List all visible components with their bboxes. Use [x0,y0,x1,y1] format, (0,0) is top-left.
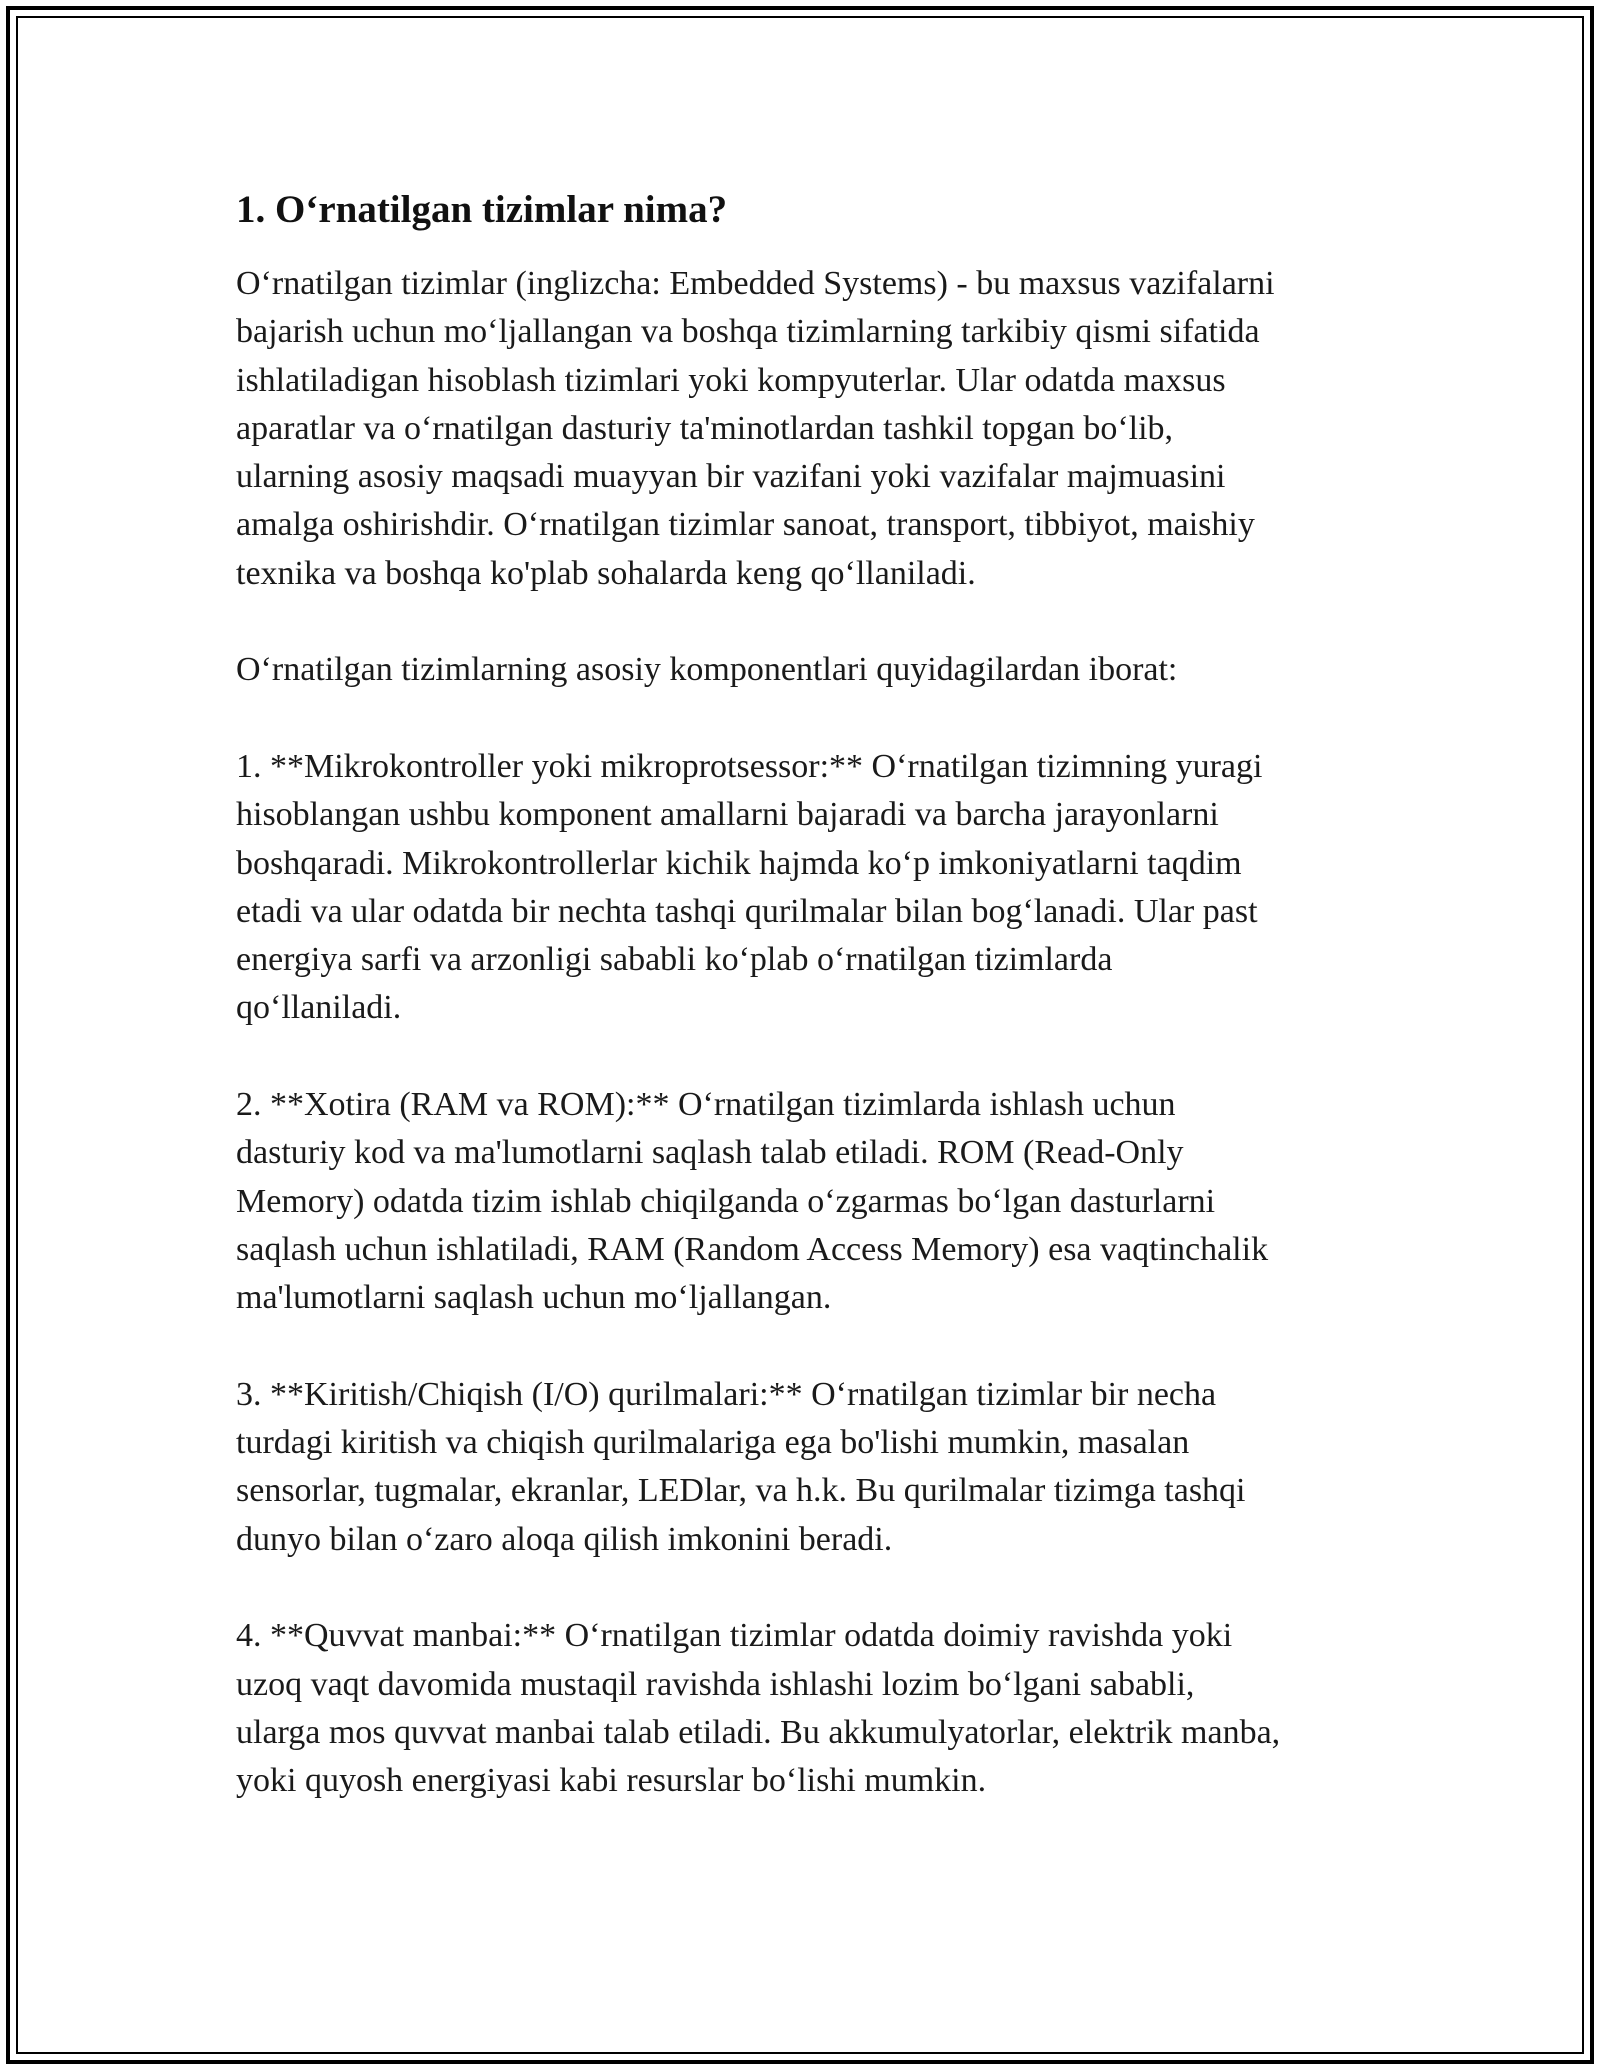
components-intro-paragraph: O‘rnatilgan tizimlarning asosiy komponentlari quyidagilardan iborat: [236,651,1178,689]
paragraph-gap [236,695,1376,743]
paragraph-gap [236,598,1376,646]
component-item-io-devices: 3. **Kiritish/Chiqish (I/O) qurilmalari:** O‘rnatilgan tizimlar bir necha turdagi kiritish va chiqish qurilmalariga ega bo'lishi mumkin, masalan sensorlar, tugmalar, ekranlar, LEDlar, va h.k. Bu qurilmalar tizimga tashqi dunyo bilan o‘zaro aloqa qilish imkonini beradi. [236,1375,1246,1558]
paragraph-gap [236,1323,1376,1371]
component-item-power-supply: 4. **Quvvat manbai:** O‘rnatilgan tizimlar odatda doimiy ravishda yoki uzoq vaqt davomida mustaqil ravishda ishlashi lozim bo‘lgani sababli, ularga mos quvvat manbai talab etiladi. Bu akkumulyatorlar, elektrik manba, yoki quyosh energiyasi kabi resurslar bo‘lishi mumkin. [236,1617,1281,1800]
paragraph-gap [236,1033,1376,1081]
component-item-memory: 2. **Xotira (RAM va ROM):** O‘rnatilgan tizimlarda ishlash uchun dasturiy kod va ma'lumotlarni saqlash talab etiladi. ROM (Read-Only Memory) odatda tizim ishlab chiqilganda o‘zgarmas bo‘lgan dasturlarni saqlash uchun ishlatiladi, RAM (Random Access Memory) esa vaqtinchalik ma'lumotlarni saqlash uchun mo‘ljallangan. [236,1086,1269,1317]
document-title: 1. O‘rnatilgan tizimlar nima? [236,188,728,231]
paragraph-gap [236,1564,1376,1612]
component-item-microcontroller: 1. **Mikrokontroller yoki mikroprotsessor:** O‘rnatilgan tizimning yuragi hisoblangan ushbu komponent amallarni bajaradi va barcha jarayonlarni boshqaradi. Mikrokontrollerlar kichik hajmda ko‘p imkoniyatlarni taqdim etadi va ular odatda bir nechta tashqi qurilmalar bilan bog‘lanadi. Ular past energiya sarfi va arzonligi sababli ko‘plab o‘rnatilgan tizimlarda qo‘llaniladi. [236,747,1263,1027]
document-body [236,186,1376,1806]
intro-paragraph: O‘rnatilgan tizimlar (inglizcha: Embedded Systems) - bu maxsus vazifalarni bajarish uchun mo‘ljallangan va boshqa tizimlarning tarkibiy qismi sifatida ishlatiladigan hisoblash tizimlari yoki kompyuterlar. Ular odatda maxsus aparatlar va o‘rnatilgan dasturiy ta'minotlardan tashkil topgan bo‘lib, ularning asosiy maqsadi muayyan bir vazifani yoki vazifalar majmuasini amalga oshirishdir. O‘rnatilgan tizimlar sanoat, transport, tibbiyot, maishiy texnika va boshqa ko'plab sohalarda keng qo‘llaniladi. [236,265,1275,592]
